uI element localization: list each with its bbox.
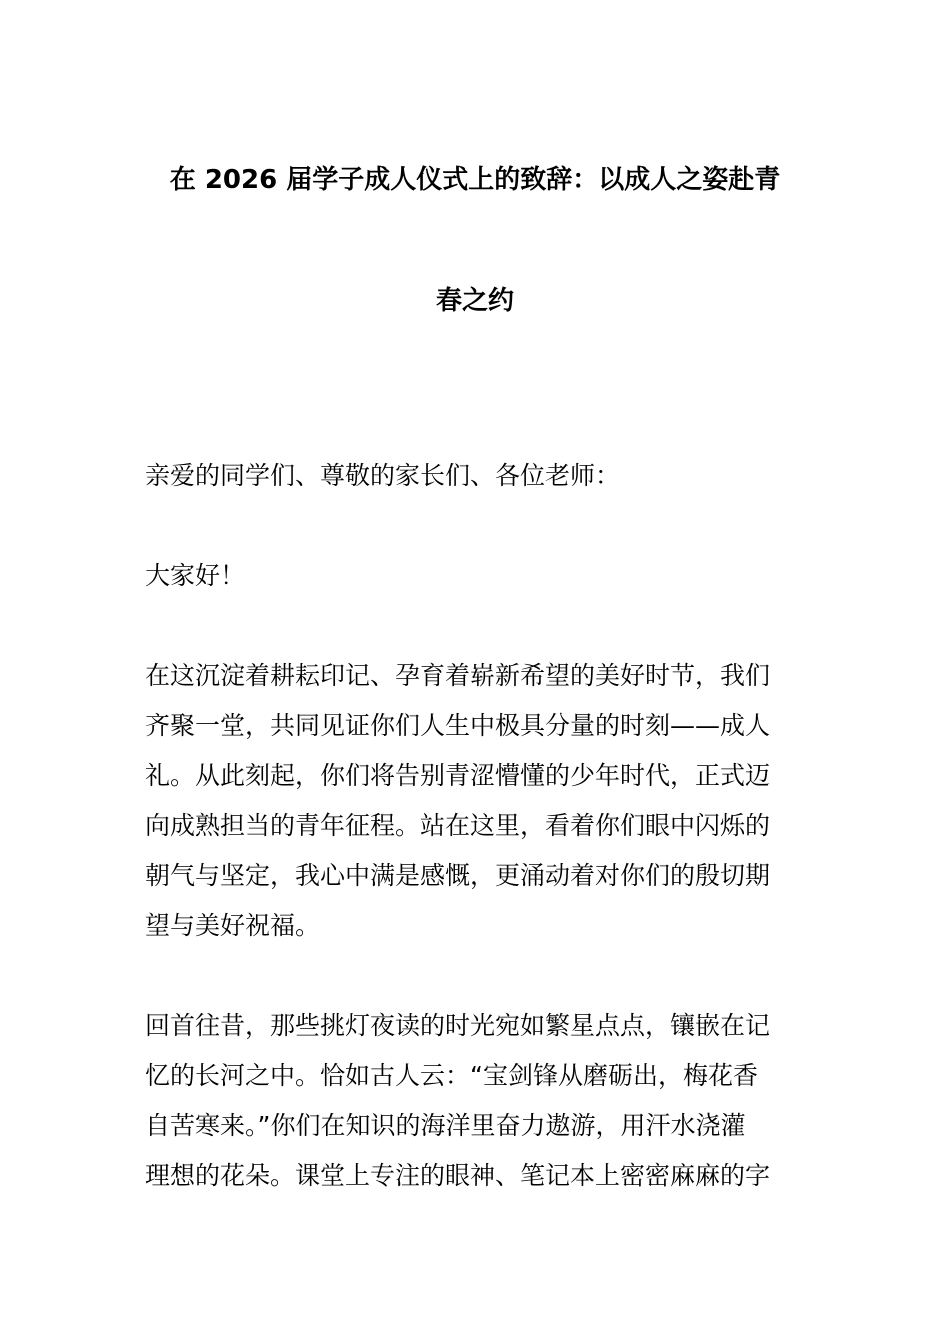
paragraph-1: 在这沉淀着耕耘印记、孕育着崭新希望的美好时节，我们 齐聚一堂，共同见证你们人生中极具分量的时刻——成人 礼。从此刻起，你们将告别青涩懵懂的少年时代，正式迈 向成熟担当的青年征程。站在这里，看着你们眼中闪烁的 朝气与坚定，我心中满是感慨，更涌动着对你们的殷切期 望与美好祝福。 <box>145 661 771 940</box>
salutation: 亲爱的同学们、尊敬的家长们、各位老师： <box>145 461 621 490</box>
title-line-1: 在 2026 届学子成人仪式上的致辞：以成人之姿赴青 <box>169 165 781 195</box>
title-line-2: 春之约 <box>435 286 514 316</box>
document-title <box>145 148 805 333</box>
document-body <box>145 451 811 1251</box>
paragraph-2: 回首往昔，那些挑灯夜读的时光宛如繁星点点，镶嵌在记 忆的长河之中。恰如古人云：“宝剑锋从磨砺出，梅花香 自苦寒来。”你们在知识的海洋里奋力遨游，用汗水浇灌 理想的花朵。课堂上专注的眼神、笔记本上密密麻麻的字 <box>145 1011 771 1190</box>
greeting: 大家好！ <box>145 561 246 590</box>
